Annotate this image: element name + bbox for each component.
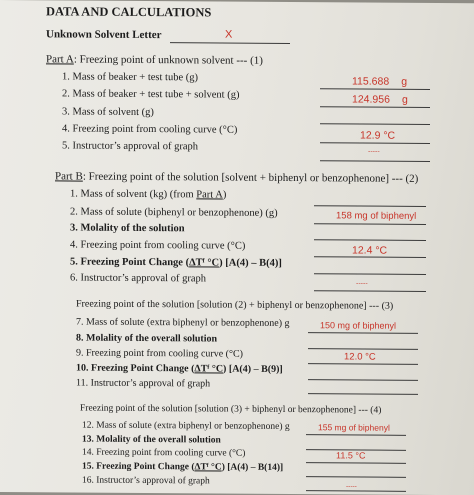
answer-line — [320, 160, 430, 162]
answer-line — [308, 332, 418, 334]
section-4-row-16 — [82, 476, 210, 487]
part-b-row-3 — [70, 222, 185, 234]
row-label: Molality of the solution — [80, 222, 185, 235]
value-unit: g — [401, 75, 408, 88]
answer-line — [314, 223, 426, 225]
row-label-tail: ) [A(4) – B(9)] — [223, 363, 283, 375]
answer-line — [320, 106, 430, 108]
part-a-row-2 — [62, 88, 239, 100]
row-label: Mass of solute (extra biphenyl or benzophenone) g — [96, 420, 290, 433]
row-number: 2. — [62, 88, 70, 100]
row-label: Molality of the overall solution — [86, 332, 218, 345]
part-b-value-6: ----- — [356, 280, 368, 288]
part-a-value-1 — [352, 75, 407, 87]
row-label-tail: ) [A(4) – B(14)] — [221, 462, 284, 473]
answer-line — [314, 239, 426, 241]
section-3-value-9: 12.0 °C — [344, 351, 376, 363]
row-number: 13. — [82, 434, 94, 445]
row-label: Freezing point from cooling curve (°C) — [72, 123, 238, 136]
row-label: Instructor’s approval of graph — [96, 475, 210, 487]
part-b-row-6 — [70, 272, 206, 284]
page-title: DATA AND CALCULATIONS — [46, 4, 212, 20]
section-3-row-10 — [76, 363, 283, 375]
section-4-heading: Freezing point of the solution [solution (3) + biphenyl or benzophenone] --- (4) — [80, 403, 382, 416]
row-label: Mass of solvent (g) — [72, 106, 154, 119]
part-a-value-2 — [352, 93, 408, 105]
part-b-row-4 — [70, 239, 245, 251]
row-label: Freezing point from cooling curve (°C) — [80, 239, 246, 252]
part-a-row-3 — [62, 106, 154, 118]
row-number: 3. — [62, 106, 70, 118]
section-3-row-11 — [76, 378, 210, 390]
answer-line — [320, 142, 430, 144]
part-a-value-4: 12.9 °C — [360, 129, 396, 142]
part-a-row-4 — [62, 123, 237, 135]
value-text: 115.688 — [352, 75, 390, 88]
row-number: 5. — [70, 256, 78, 268]
unknown-solvent-line — [170, 42, 290, 44]
section-3-value-7: 150 mg of biphenyl — [320, 320, 397, 331]
row-label: Freezing Point Change ( — [91, 362, 195, 375]
answer-line — [306, 434, 406, 436]
section-4-value-16: ----- — [346, 483, 357, 491]
section-3-row-9 — [76, 348, 243, 360]
unknown-solvent-value: X — [225, 28, 233, 41]
row-number: 4. — [62, 123, 70, 135]
row-label: Mass of solvent (kg) (from — [80, 188, 197, 201]
section-4-row-13 — [82, 435, 221, 446]
row-number: 10. — [76, 362, 89, 374]
answer-line — [308, 348, 418, 350]
row-label: Freezing Point Change ( — [96, 461, 195, 473]
answer-line — [308, 379, 418, 381]
row-number: 1. — [62, 71, 70, 83]
part-b-heading — [55, 170, 418, 185]
part-b-heading-rest: : Freezing point of the solution [solvent + biphenyl or benzophenone] --- (2) — [82, 170, 419, 185]
row-number: 9. — [76, 347, 84, 359]
part-a-heading-bold: Part A — [46, 53, 74, 66]
row-label: Mass of beaker + test tube (g) — [72, 71, 198, 84]
part-b-value-4: 12.4 °C — [352, 244, 388, 257]
part-a-reference: Part A — [196, 189, 223, 201]
row-number: 3. — [70, 222, 78, 234]
part-b-value-2: 158 mg of biphenyl — [336, 210, 417, 222]
answer-line — [308, 363, 418, 365]
row-number: 7. — [76, 316, 84, 328]
delta-tf-label: ΔTᶠ °C — [189, 257, 220, 269]
section-4-row-12 — [82, 421, 290, 432]
section-3-heading: Freezing point of the solution [solution (2) + biphenyl or benzophenone] --- (3) — [76, 298, 394, 312]
delta-tf-label: ΔTᶠ °C — [194, 462, 222, 473]
row-label-tail: ) — [222, 189, 227, 201]
row-label: Instructor’s approval of graph — [72, 140, 198, 153]
section-4-row-14 — [82, 448, 245, 459]
row-label: Instructor’s approval of graph — [80, 272, 206, 285]
row-number: 6. — [70, 272, 78, 284]
section-4-row-15 — [82, 462, 283, 473]
part-b-row-1 — [70, 188, 226, 200]
answer-line — [320, 123, 430, 125]
answer-line — [320, 88, 430, 90]
unknown-solvent-label: Unknown Solvent Letter — [46, 28, 162, 42]
row-number: 5. — [62, 140, 70, 152]
row-number: 15. — [82, 461, 94, 472]
row-number: 16. — [82, 475, 94, 486]
part-b-heading-bold: Part B — [55, 170, 83, 183]
row-label: Freezing point from cooling curve (°C) — [86, 347, 244, 360]
value-text: 124.956 — [352, 93, 390, 106]
section-4-value-14: 11.5 °C — [336, 450, 366, 461]
row-label: Instructor’s approval of graph — [90, 377, 211, 390]
part-a-row-1 — [62, 71, 198, 83]
row-label-tail: ) [A(4) – B(4)] — [219, 257, 282, 269]
row-label: Mass of solute (extra biphenyl or benzophenone) g — [86, 316, 290, 330]
delta-tf-label: ΔTᶠ °C — [194, 363, 224, 375]
value-unit: g — [401, 93, 408, 106]
section-3-row-8 — [76, 333, 217, 345]
part-b-row-2 — [70, 206, 278, 218]
row-number: 2. — [70, 206, 78, 218]
row-label: Mass of solute (biphenyl or benzophenone) (g) — [80, 206, 278, 219]
part-a-heading-rest: : Freezing point of unknown solvent --- (1) — [73, 53, 263, 67]
section-4-value-12: 155 mg of biphenyl — [318, 422, 390, 433]
answer-line — [314, 273, 426, 275]
row-label: Molality of the overall solution — [96, 434, 221, 446]
row-number: 14. — [82, 447, 94, 458]
row-number: 8. — [76, 332, 84, 344]
row-number: 12. — [82, 420, 94, 431]
answer-line — [314, 205, 426, 207]
row-number: 11. — [76, 377, 89, 389]
part-b-row-5 — [70, 256, 282, 268]
answer-line — [306, 462, 406, 464]
row-label: Freezing Point Change ( — [80, 256, 190, 269]
answer-line — [314, 290, 426, 292]
answer-line — [308, 393, 418, 395]
answer-line — [306, 476, 406, 478]
answer-line — [314, 256, 426, 258]
row-number: 1. — [70, 188, 78, 200]
row-label: Mass of beaker + test tube + solvent (g) — [72, 88, 240, 101]
part-a-row-5 — [62, 140, 198, 152]
section-3-row-7 — [76, 317, 290, 329]
part-a-heading — [46, 53, 263, 67]
part-a-value-5: ----- — [368, 148, 380, 156]
row-label: Freezing point from cooling curve (°C) — [96, 447, 246, 459]
row-number: 4. — [70, 239, 78, 251]
